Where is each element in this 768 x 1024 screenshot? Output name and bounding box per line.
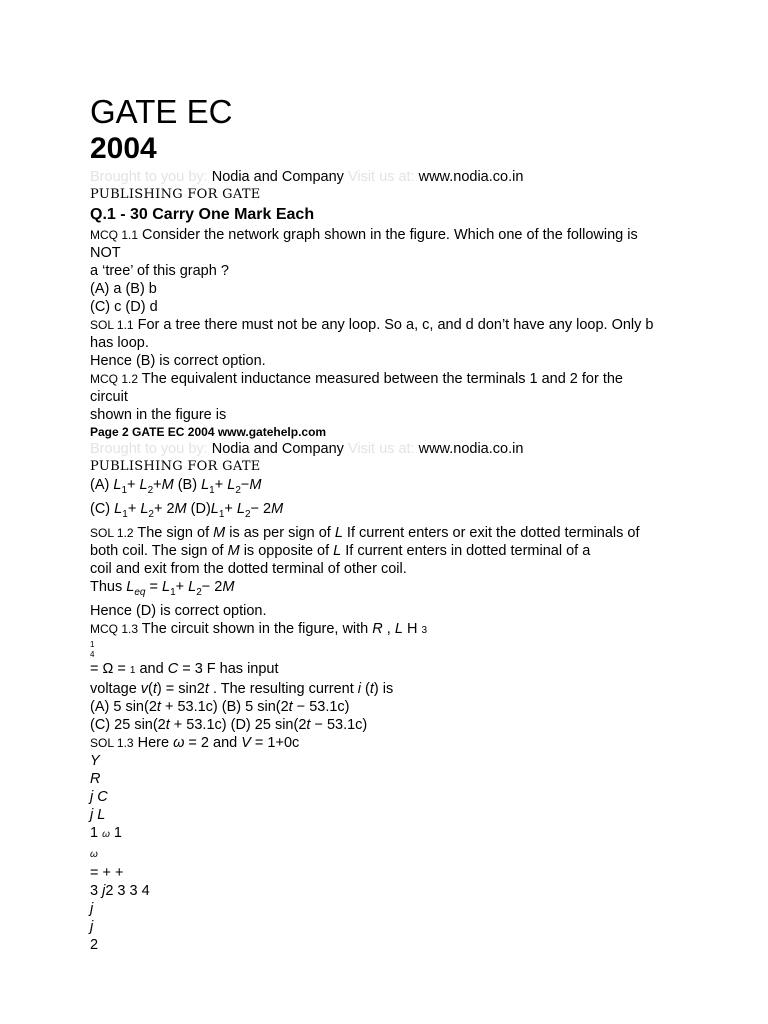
eq-one-omega: 1 ω 1: [90, 824, 122, 841]
document-page: [90, 92, 730, 954]
mcq-1-2-cont2: shown in the figure is: [90, 407, 227, 423]
mcq-text: Consider the network graph shown in the figure. Which one of the following is: [138, 227, 638, 243]
brand-line: [90, 168, 730, 186]
mcq-1-1-options-ab: (A) a (B) b: [90, 281, 157, 297]
mcq-1-1-tree: a ‘tree’ of this graph ?: [90, 263, 229, 279]
publishing-banner-2: PUBLISHING FOR GATE: [90, 459, 261, 474]
site-url[interactable]: www.nodia.co.in: [418, 169, 524, 185]
publishing-banner: PUBLISHING FOR GATE: [90, 187, 261, 202]
mcq-1-1-question: [90, 226, 730, 244]
brand-line-2: [90, 440, 730, 458]
visit-us: Visit us at:: [347, 441, 415, 457]
fraction-numerator: 1: [90, 639, 95, 649]
sol-1-1-cont: has loop.: [90, 335, 149, 351]
eq-jc: j C: [90, 788, 108, 805]
mcq-1-3-cont2: voltage v(t) = sin2t . The resulting current i (t) is: [90, 680, 394, 697]
doc-title: GATE EC: [90, 93, 233, 130]
sol-1-2: SOL 1.2 The sign of M is as per sign of L If current enters or exit the dotted terminals of: [90, 524, 640, 541]
company-name: Nodia and Company: [211, 441, 344, 457]
mcq-1-1-options-cd: (C) c (D) d: [90, 299, 158, 315]
mcq-1-2-options-cd: (C) $L_1+ L_2+ 2M$ $(D)L_1+ L_2- 2M$: [90, 500, 284, 520]
sol-1-2-cont: both coil. The sign of M is opposite of L If current enters in dotted terminal of a: [90, 542, 591, 559]
mcq-1-3-question: MCQ 1.3 The circuit shown in the figure, with R , L H 3: [90, 620, 428, 637]
sol-label: SOL 1.3: [90, 735, 134, 750]
eq-jl: j L: [90, 806, 106, 823]
brought-by: Brought to you by:: [90, 441, 208, 457]
mcq-1-3-options-ab: (A) 5 sin(2t + 53.1c) (B) 5 sin(2t − 53.1c): [90, 698, 350, 715]
eq-values: 3 j2 3 3 4: [90, 882, 150, 899]
mcq-label: MCQ 1.2: [90, 372, 139, 386]
fraction-denominator: 4: [90, 649, 95, 659]
sol-1-2-answer: Hence (D) is correct option.: [90, 602, 267, 619]
mcq-1-2-cont: circuit: [90, 389, 128, 405]
eq-two: 2: [90, 936, 99, 953]
sol-1-1-answer: Hence (B) is correct option.: [90, 353, 266, 369]
section-heading: Q.1 - 30 Carry One Mark Each: [90, 206, 315, 223]
mcq-1-2-options-ab: (A) $L_1+ L_2+M$ (B) $L_1+ L_2-M$: [90, 477, 262, 496]
sol-1-2-cont2: coil and exit from the dotted terminal of other coil.: [90, 560, 407, 577]
mcq-1-1-not: NOT: [90, 245, 121, 261]
eq-y: Y: [90, 752, 100, 769]
sol-label: SOL 1.1: [90, 318, 134, 332]
visit-us: Visit us at:: [347, 169, 415, 185]
eq-j1: j: [90, 900, 94, 917]
sol-1-3: SOL 1.3 Here ω = 2 and V = 1+0c: [90, 734, 300, 751]
mcq-1-2-question: [90, 370, 730, 388]
eq-omega: ω: [90, 848, 98, 860]
sol-label: SOL 1.2: [90, 525, 134, 540]
page-footer: Page 2 GATE EC 2004 www.gatehelp.com: [90, 425, 327, 439]
mcq-label: MCQ 1.1: [90, 228, 139, 242]
mcq-label: MCQ 1.3: [90, 621, 139, 636]
mcq-text: The equivalent inductance measured between the terminals 1 and 2 for the: [138, 371, 624, 387]
sol-1-2-thus: Thus $L_{eq} = L_1+ L_2- 2M$: [90, 578, 235, 598]
sol-1-1: [90, 316, 730, 334]
mcq-1-3-cont: = Ω = 1 and C = 3 F has input: [90, 660, 279, 677]
company-name: Nodia and Company: [211, 169, 344, 185]
eq-j2: j: [90, 918, 94, 935]
sol-text: For a tree there must not be any loop. So a, c, and d don’t have any loop. Only b: [133, 317, 654, 333]
mcq-1-3-options-cd: (C) 25 sin(2t + 53.1c) (D) 25 sin(2t − 53.1c): [90, 716, 368, 733]
brought-by: Brought to you by:: [90, 169, 208, 185]
doc-year: 2004: [90, 132, 157, 165]
site-url[interactable]: www.nodia.co.in: [418, 441, 524, 457]
eq-sum: = + +: [90, 864, 124, 881]
eq-r: R: [90, 770, 101, 787]
